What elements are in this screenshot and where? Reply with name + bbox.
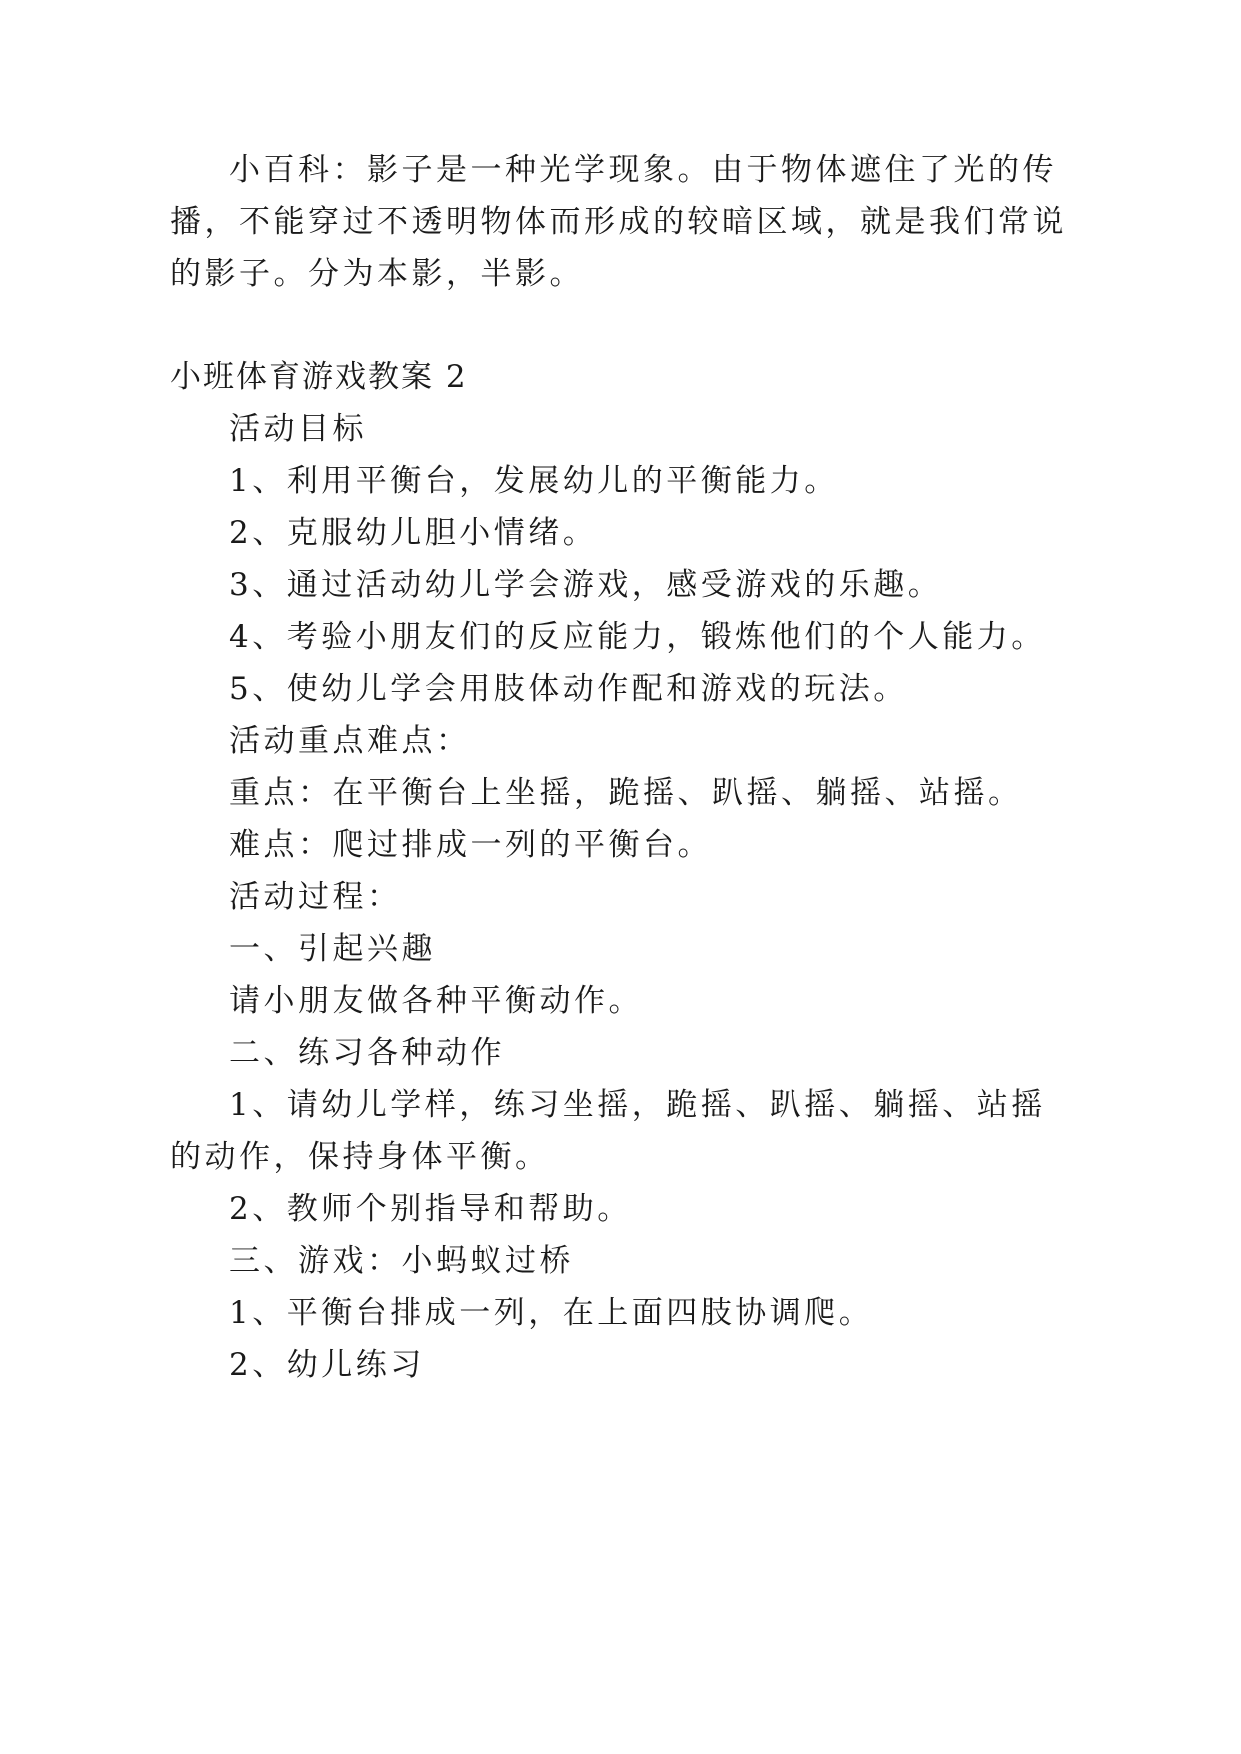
goal-item: 5、使幼儿学会用肢体动作配和游戏的玩法。 xyxy=(229,671,908,707)
goal-item: 2、克服幼儿胆小情绪。 xyxy=(229,515,598,551)
key-point: 重点：在平衡台上坐摇，跪摇、趴摇、躺摇、站摇。 xyxy=(229,775,1023,811)
step3-item2: 2、幼儿练习 xyxy=(229,1347,425,1383)
intro-line-2: 播，不能穿过不透明物体而形成的较暗区域，就是我们常说 xyxy=(170,204,1067,240)
intro-line-1: 小百科：影子是一种光学现象。由于物体遮住了光的传 xyxy=(229,152,1057,188)
difficulty: 难点：爬过排成一列的平衡台。 xyxy=(229,827,712,863)
process-heading: 活动过程： xyxy=(229,879,402,915)
step1-heading: 一、引起兴趣 xyxy=(229,931,436,967)
goal-item: 3、通过活动幼儿学会游戏，感受游戏的乐趣。 xyxy=(229,567,943,603)
goal-item: 4、考验小朋友们的反应能力，锻炼他们的个人能力。 xyxy=(229,619,1046,655)
goal-item: 1、利用平衡台，发展幼儿的平衡能力。 xyxy=(229,463,839,499)
step2-item1-line1: 1、请幼儿学样，练习坐摇，跪摇、趴摇、躺摇、站摇 xyxy=(229,1087,1046,1123)
step2-item2: 2、教师个别指导和帮助。 xyxy=(229,1191,632,1227)
goals-heading: 活动目标 xyxy=(229,411,367,447)
step1-text: 请小朋友做各种平衡动作。 xyxy=(229,983,643,1019)
section-title: 小班体育游戏教案 2 xyxy=(170,359,468,395)
key-points-heading: 活动重点难点： xyxy=(229,723,471,759)
step3-heading: 三、游戏：小蚂蚁过桥 xyxy=(229,1243,574,1279)
intro-line-3: 的影子。分为本影，半影。 xyxy=(170,256,584,292)
step2-heading: 二、练习各种动作 xyxy=(229,1035,505,1071)
step2-item1-line2: 的动作，保持身体平衡。 xyxy=(170,1139,550,1175)
step3-item1: 1、平衡台排成一列，在上面四肢协调爬。 xyxy=(229,1295,874,1331)
